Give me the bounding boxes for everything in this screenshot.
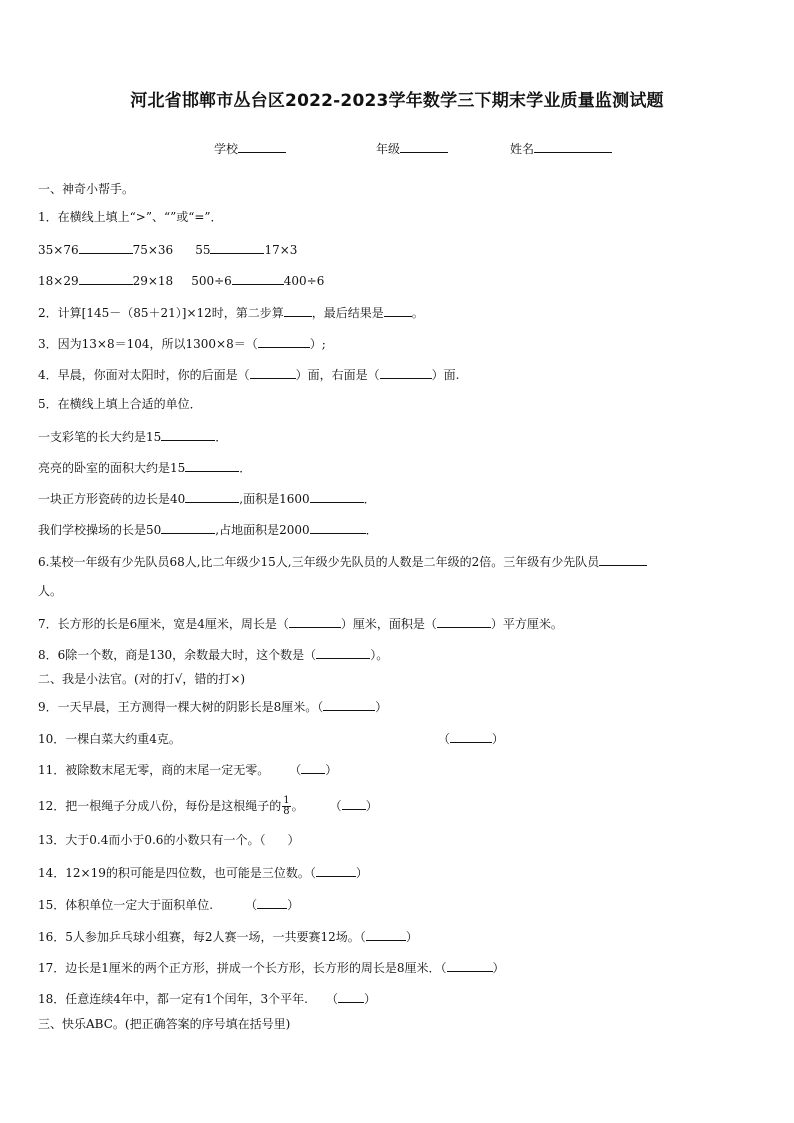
answer-blank[interactable] — [185, 490, 239, 503]
question-5-stem: 5．在横线上填上合适的单位． — [38, 397, 202, 411]
question-4: 4．早晨，你面对太阳时，你的后面是（ ）面，右面是（ ）面. — [38, 368, 460, 382]
answer-blank[interactable] — [384, 304, 412, 317]
name-field — [510, 140, 612, 157]
answer-blank[interactable] — [316, 646, 370, 659]
answer-blank[interactable] — [161, 521, 215, 534]
question-12: 12．把一根绳子分成八份，每份是这根绳子的 $\frac{1}{8}$ 。 （ ） — [38, 795, 378, 817]
question-5-line-2: 亮亮的卧室的面积大约是15 ． — [38, 461, 252, 475]
question-13: 13．大于0.4而小于0.6的小数只有一个。（ ） — [38, 833, 300, 847]
answer-blank[interactable] — [257, 896, 287, 909]
answer-blank[interactable] — [437, 615, 491, 628]
answer-blank[interactable] — [185, 459, 239, 472]
question-9: 9．一天早晨，王方测得一棵大树的阴影长是8厘米。（ ） — [38, 700, 388, 714]
answer-blank[interactable] — [310, 490, 364, 503]
answer-blank[interactable] — [380, 366, 432, 379]
question-3: 3．因为13×8＝104，所以1300×8＝（ ）; — [38, 337, 326, 351]
section-2-heading: 二、我是小法官。(对的打√，错的打×) — [38, 672, 246, 686]
question-5-line-4: 我们学校操场的长是50 ,占地面积是2000 ． — [38, 523, 378, 537]
answer-blank[interactable] — [450, 730, 492, 743]
answer-blank[interactable] — [210, 241, 264, 254]
answer-blank[interactable] — [447, 959, 493, 972]
answer-blank[interactable] — [338, 990, 364, 1003]
question-5-line-3: 一块正方形瓷砖的边长是40 ,面积是1600 ． — [38, 492, 376, 506]
answer-blank[interactable] — [250, 366, 296, 379]
question-17: 17．边长是1厘米的两个正方形，拼成一个长方形，长方形的周长是8厘米．（ ） — [38, 961, 505, 975]
answer-blank[interactable] — [342, 797, 366, 810]
grade-blank[interactable] — [400, 140, 448, 153]
question-15: 15．体积单位一定大于面积单位. （ ） — [38, 898, 300, 912]
question-8: 8．6除一个数，商是130，余数最大时，这个数是（ ）。 — [38, 648, 389, 662]
question-11: 11．被除数末尾无零，商的末尾一定无零。 （ ） — [38, 763, 338, 777]
school-label: 学校 — [214, 142, 239, 156]
answer-blank[interactable] — [289, 615, 341, 628]
answer-blank[interactable] — [79, 272, 133, 285]
answer-blank[interactable] — [232, 272, 284, 285]
answer-blank[interactable] — [301, 761, 325, 774]
grade-label: 年级 — [376, 142, 401, 156]
grade-field — [376, 140, 448, 157]
question-1-row-2: 18×29 29×18 500÷6 400÷6 — [38, 274, 325, 288]
answer-blank[interactable] — [161, 428, 215, 441]
question-6-line-1: 6.某校一年级有少先队员68人,比二年级少15人,三年级少先队员的人数是二年级的2倍。三年级有少先队员 — [38, 553, 647, 569]
question-2: 2．计算[145－（85＋21）]×12时，第二步算 ，最后结果是 。 — [38, 306, 424, 320]
section-3-heading: 三、快乐ABC。(把正确答案的序号填在括号里) — [38, 1017, 291, 1031]
page-title: 河北省邯郸市丛台区2022-2023学年数学三下期末学业质量监测试题 — [130, 91, 664, 111]
answer-blank[interactable] — [323, 698, 375, 711]
answer-blank[interactable] — [316, 864, 356, 877]
fraction-one-eighth: $\frac{1}{8}$ — [283, 795, 290, 817]
school-blank[interactable] — [238, 140, 286, 153]
name-label: 姓名 — [510, 142, 535, 156]
question-18: 18．任意连续4年中，都一定有1个闰年，3个平年. （ ） — [38, 992, 377, 1006]
question-5-line-1: 一支彩笔的长大约是15 ． — [38, 430, 228, 444]
question-14: 14．12×19的积可能是四位数，也可能是三位数。（ ） — [38, 866, 368, 880]
answer-blank[interactable] — [79, 241, 133, 254]
answer-blank[interactable] — [599, 553, 647, 566]
question-7: 7．长方形的长是6厘米，宽是4厘米，周长是（ ）厘米，面积是（ ）平方厘米。 — [38, 617, 563, 631]
question-16: 16．5人参加乒乓球小组赛，每2人赛一场，一共要赛12场。（ ） — [38, 930, 418, 944]
answer-blank[interactable] — [284, 304, 312, 317]
question-6-line-2: 人。 — [38, 584, 63, 598]
question-1-row-1: 35×76 75×36 55 17×3 — [38, 243, 298, 257]
school-field — [214, 140, 286, 157]
section-1-heading: 一、神奇小帮手。 — [38, 182, 135, 196]
answer-blank[interactable] — [366, 928, 406, 941]
answer-blank[interactable] — [258, 335, 310, 348]
question-1-stem: 1．在横线上填上“>”、“”或“=”． — [38, 210, 223, 224]
name-blank[interactable] — [534, 140, 612, 153]
answer-blank[interactable] — [310, 521, 366, 534]
question-10: 10．一棵白菜大约重4克。 （ ） — [38, 732, 504, 746]
